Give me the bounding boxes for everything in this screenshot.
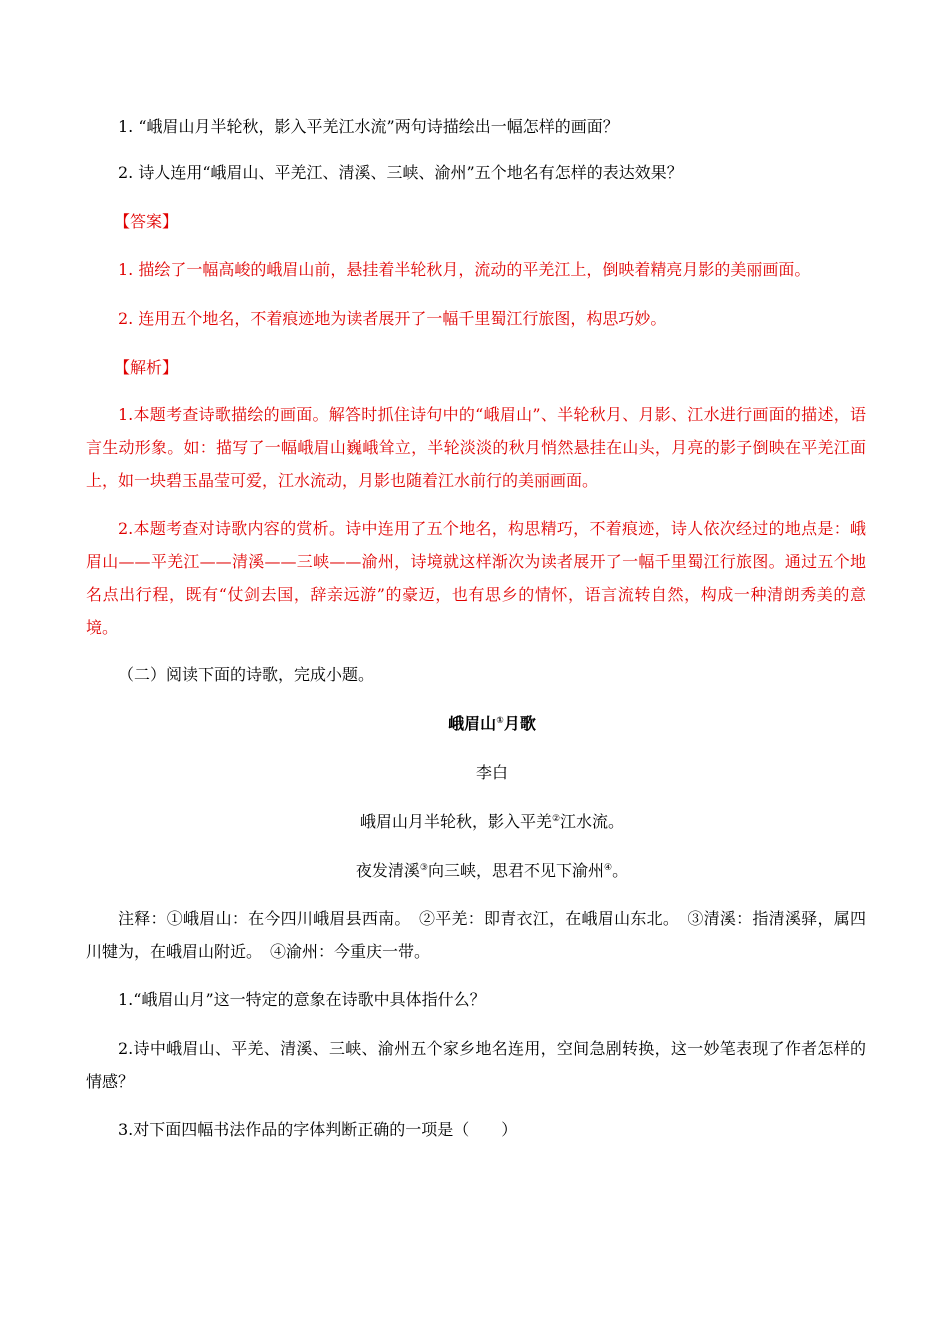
- section-2-question-1: 1.“峨眉山月”这一特定的意象在诗歌中具体指什么？: [118, 990, 486, 1009]
- analysis-paragraph-1: 1.本题考查诗歌描绘的画面。解答时抓住诗句中的“峨眉山”、半轮秋月、月影、江水进行画面的描述，语言生动形象。如：描写了一幅峨眉山巍峨耸立，半轮淡淡的秋月悄然悬挂在山头，月亮的影子倒映在平羌江面上，如一块碧玉晶莹可爱，江水流动，月影也随着江水前行的美丽画面。: [86, 405, 866, 490]
- answer-item-1: 1. 描绘了一幅高峻的峨眉山前，悬挂着半轮秋月，流动的平羌江上，倒映着精亮月影的美丽画面。: [118, 260, 811, 279]
- section-2-intro: （二）阅读下面的诗歌，完成小题。: [118, 665, 375, 684]
- poem-line-2-b: 向三峡，思君不见下渝州: [427, 861, 604, 880]
- poem-line-2-note-b: ④: [604, 863, 613, 873]
- question-2: 2. 诗人连用“峨眉山、平羌江、清溪、三峡、渝州”五个地名有怎样的表达效果？: [118, 163, 683, 182]
- poem-line-1: [0, 812, 950, 832]
- poem-title-note-marker: ①: [496, 716, 504, 726]
- poem-author: 李白: [475, 763, 508, 782]
- analysis-heading: 【解析】: [114, 358, 179, 377]
- poem-line-2-c: 。: [612, 861, 629, 880]
- analysis-paragraph-2: 2.本题考查对诗歌内容的赏析。诗中连用了五个地名，构思精巧，不着痕迹，诗人依次经过的地点是：峨眉山——平羌江——清溪——三峡——渝州，诗境就这样渐次为读者展开了一幅千里蜀江行旅图。通过五个地名点出行程，既有“仗剑去国，辞亲远游”的豪迈，也有思乡的情怀，语言流转自然，构成一种清朗秀美的意境。: [86, 519, 866, 637]
- poem-notes: 注释：①峨眉山：在今四川峨眉县西南。 ②平羌：即青衣江，在峨眉山东北。 ③清溪：指清溪驿，属四川犍为，在峨眉山附近。 ④渝州：今重庆一带。: [86, 909, 866, 961]
- poem-title-main: 峨眉山: [448, 714, 497, 733]
- answer-item-2: 2. 连用五个地名，不着痕迹地为读者展开了一幅千里蜀江行旅图，构思巧妙。: [118, 309, 667, 328]
- poem-title: [0, 714, 950, 734]
- poem-title-end: 月歌: [503, 714, 536, 733]
- poem-line-2-a: 夜发清溪: [355, 861, 420, 880]
- poem-line-2: [0, 861, 950, 881]
- section-2-question-3: 3.对下面四幅书法作品的字体判断正确的一项是（ ）: [118, 1120, 518, 1139]
- question-1: 1. “峨眉山月半轮秋，影入平羌江水流”两句诗描绘出一幅怎样的画面？: [118, 117, 619, 136]
- poem-line-2-note-a: ③: [419, 863, 428, 873]
- poem-line-1-b: 江水流。: [560, 812, 625, 831]
- section-2-question-2: 2.诗中峨眉山、平羌、清溪、三峡、渝州五个家乡地名连用，空间急剧转换，这一妙笔表现了作者怎样的情感？: [86, 1039, 866, 1091]
- poem-line-1-note: ②: [551, 814, 561, 824]
- answer-heading: 【答案】: [114, 212, 179, 231]
- poem-line-1-a: 峨眉山月半轮秋，影入平羌: [359, 812, 552, 831]
